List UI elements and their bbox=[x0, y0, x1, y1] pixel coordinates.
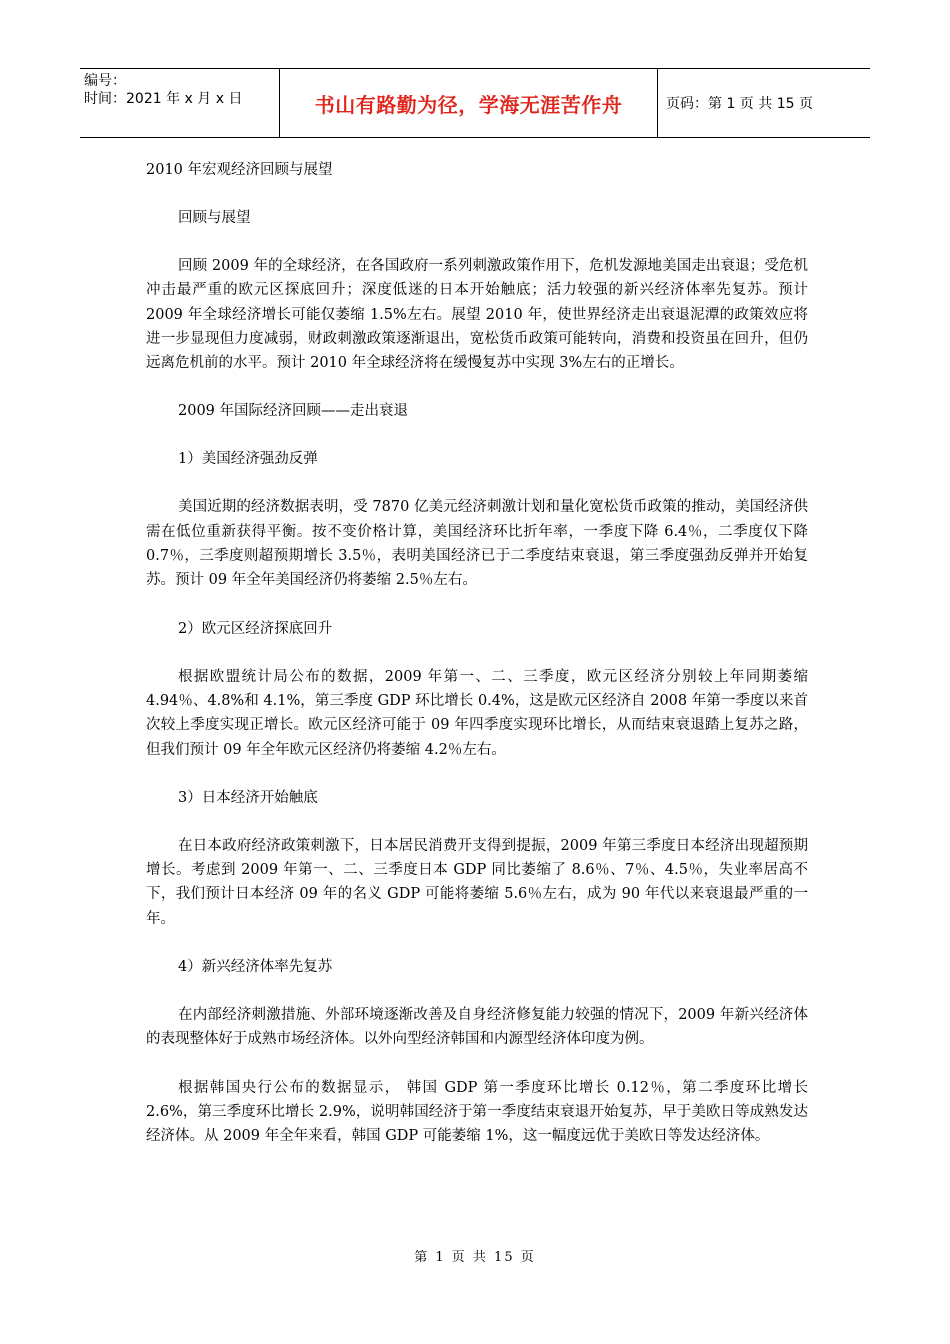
heading-emerging: 4）新兴经济体率先复苏 bbox=[178, 959, 333, 976]
paragraph-eurozone: 根据欧盟统计局公布的数据，2009 年第一、二、三季度，欧元区经济分别较上年同期萎缩 4.94％、4.8%和 4.1%，第三季度 GDP 环比增长 0.4%，这是欧元区经济自 2008 年第一季度以来首次较上季度实现正增长。欧元区经济可能于 09 年四季度实现环比增长，从而结束衰退踏上复苏之路，但我们预计 09 年全年欧元区经济仍将萎缩 4.2％左右。 bbox=[146, 668, 808, 758]
document-title: 2010 年宏观经济回顾与展望 bbox=[146, 162, 333, 178]
header-meta-cell bbox=[80, 69, 280, 137]
subtitle: 回顾与展望 bbox=[178, 210, 251, 226]
heading-eurozone: 2）欧元区经济探底回升 bbox=[178, 620, 333, 637]
page-info: 页码：第 1 页 共 15 页 bbox=[666, 96, 813, 112]
intro-paragraph: 回顾 2009 年的全球经济，在各国政府一系列刺激政策作用下，危机发源地美国走出衰退；受危机冲击最严重的欧元区探底回升；深度低迷的日本开始触底；活力较强的新兴经济体率先复苏。预计 2009 年全球经济增长可能仅萎缩 1.5%左右。展望 2010 年，使世界经济走出衰退泥潭的政策效应将进一步显现但力度减弱，财政刺激政策逐渐退出，宽松货币政策可能转向，消费和投资虽在回升，但仍远离危机前的水平。预计 2010 年全球经济将在缓慢复苏中实现 3%左右的正增长。 bbox=[146, 258, 808, 372]
motto-text: 书山有路勤为径，学海无涯苦作舟 bbox=[314, 92, 623, 117]
paragraph-emerging: 在内部经济刺激措施、外部环境逐渐改善及自身经济修复能力较强的情况下，2009 年新兴经济体的表现整体好于成熟市场经济体。以外向型经济韩国和内源型经济体印度为例。 bbox=[146, 1007, 808, 1048]
page-header bbox=[80, 68, 870, 138]
heading-japan: 3）日本经济开始触底 bbox=[178, 789, 318, 806]
document-body bbox=[146, 158, 808, 1149]
section-title: 2009 年国际经济回顾——走出衰退 bbox=[178, 403, 409, 420]
header-motto-cell bbox=[280, 69, 658, 137]
heading-us-economy: 1）美国经济强劲反弹 bbox=[178, 451, 318, 468]
paragraph-us-economy: 美国近期的经济数据表明，受 7870 亿美元经济刺激计划和量化宽松货币政策的推动，美国经济供需在低位重新获得平衡。按不变价格计算，美国经济环比折年率，一季度下降 6.4％，二季度仅下降 0.7％，三季度则超预期增长 3.5％，表明美国经济已于二季度结束衰退，第三季度强劲反弹并开始复苏。预计 09 年全年美国经济仍将萎缩 2.5％左右。 bbox=[146, 499, 808, 589]
header-page-cell bbox=[658, 69, 870, 137]
page-footer: 第 1 页 共 15 页 bbox=[414, 1250, 536, 1265]
doc-number-label: 编号： bbox=[84, 73, 126, 89]
paragraph-japan: 在日本政府经济政策刺激下，日本居民消费开支得到提振，2009 年第三季度日本经济出现超预期增长。考虑到 2009 年第一、二、三季度日本 GDP 同比萎缩了 8.6％、7％、4.5％，失业率居高不下，我们预计日本经济 09 年的名义 GDP 可能将萎缩 5.6％左右，成为 90 年代以来衰退最严重的一年。 bbox=[146, 837, 808, 927]
paragraph-korea: 根据韩国央行公布的数据显示， 韩国 GDP 第一季度环比增长 0.12％，第二季度环比增长 2.6%，第三季度环比增长 2.9%，说明韩国经济于第一季度结束衰退开始复苏，早于美欧日等成熟发达经济体。从 2009 年全年来看，韩国 GDP 可能萎缩 1%，这一幅度远优于美欧日等发达经济体。 bbox=[146, 1079, 808, 1145]
date-label: 时间：2021 年 x 月 x 日 bbox=[84, 91, 243, 107]
